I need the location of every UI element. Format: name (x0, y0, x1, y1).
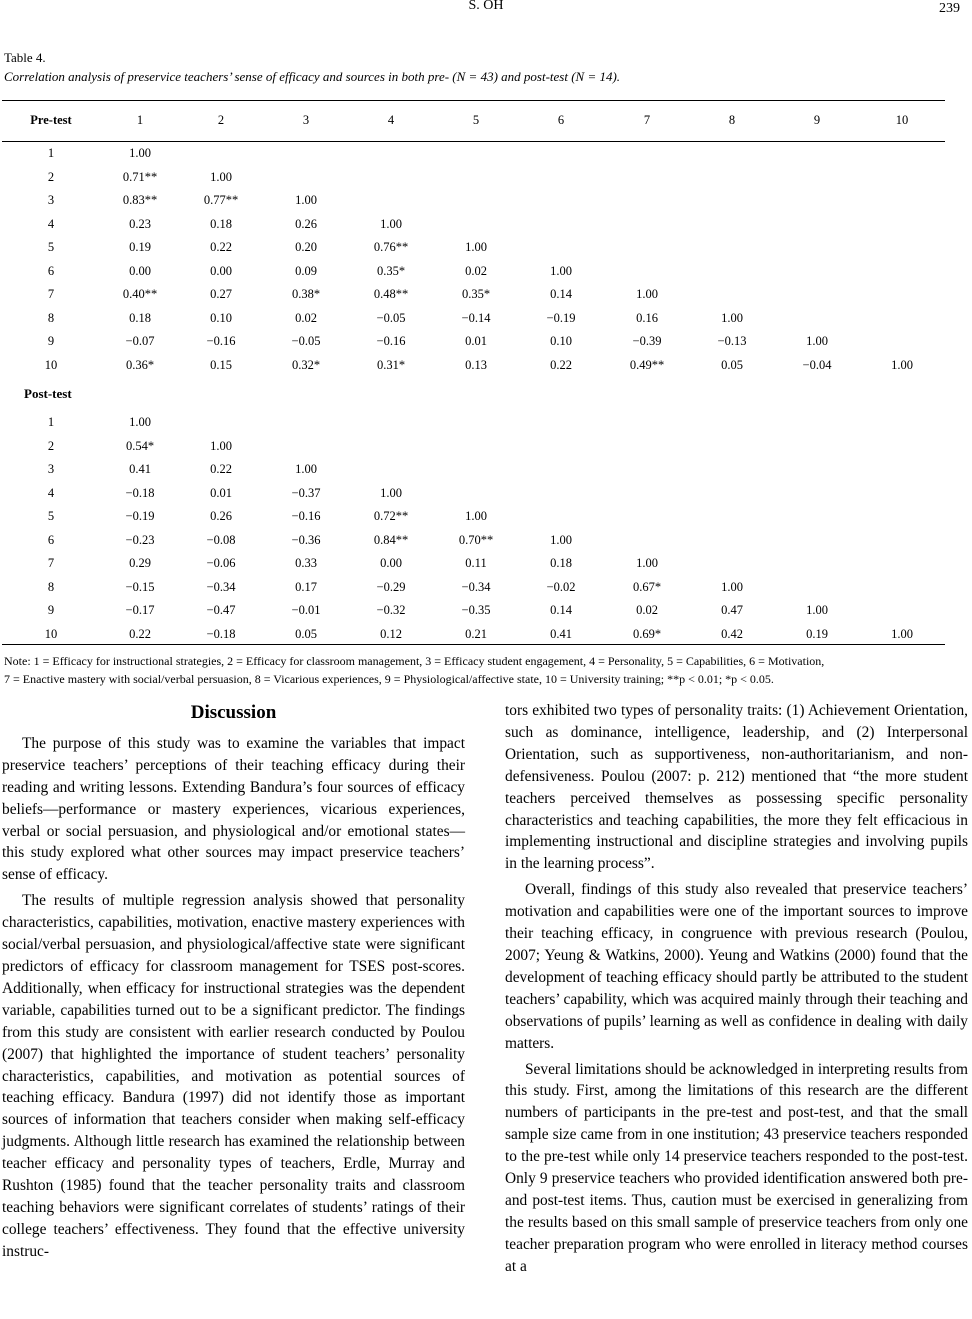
table-cell: 1.00 (380, 485, 402, 500)
table-cell: −0.14 (461, 310, 491, 325)
table-cell: −0.19 (125, 509, 155, 523)
table-cell: −0.13 (717, 334, 747, 348)
table-cell: −0.32 (376, 603, 406, 617)
table-cell: 0.12 (380, 626, 402, 641)
table-cell: 1.00 (380, 216, 402, 231)
table-cell: 0.71** (122, 169, 158, 184)
table-note-line-2: 7 = Enactive mastery with social/verbal persuasion, 8 = Vicarious experiences, 9 = Physiological/affective state, 10 = University training; **p < 0.01; *p < 0.05. (4, 672, 774, 686)
table-cell: 1.00 (550, 532, 572, 547)
body-paragraph: The results of multiple regression analysis showed that personality characteristics, capabilities, motivation, enactive mastery experiences with social/verbal persuasion, and physiological/affective state were significant predictors of efficacy for classroom management for TSES post-scores. Additionally, when efficacy for instructional strategies was the dependent variable, capabilities turned out to be a significant predictor. The findings from this study are consistent with earlier research conducted by Poulou (2007) that highlighted the importance of student teachers’ personality characteristics, capabilities, and motivation as potential sources of teaching efficacy. Bandura (1997) did not identify those as important sources of information that teachers consider when making self-efficacy judgments. Although little research has examined the relationship between teacher efficacy and personality types of teachers, Erdle, Murray and Rushton (1985) found that the teacher personality traits and classroom teaching behaviors were significant correlates of students’ ratings of their college teachers’ effectiveness. They found that the effective university instruc- (2, 892, 465, 1260)
column-header: 6 (557, 113, 565, 127)
table-cell: 0.38* (291, 287, 321, 301)
table-cell: −0.34 (461, 579, 491, 594)
table-cell: 1.00 (129, 415, 151, 429)
table-cell: 1.00 (465, 509, 487, 523)
row-label: 9 (47, 603, 55, 617)
discussion-right-column (505, 700, 968, 1282)
table-cell: 0.02 (465, 263, 487, 278)
body-paragraph: Overall, findings of this study also revealed that preservice teachers’ motivation and capabilities were one of the important sources to improve their teaching efficacy, in congruence with previous research (Poulou, 2007; Yeung & Watkins, 2000). Yeung and Watkins (2000) found that the development of teaching efficacy should partly be attributed to the student teachers’ capability, which was acquired mainly through their teaching and observations of pupils’ learning as well as confidence in dealing with daily matters. (505, 881, 968, 1052)
row-label: 2 (47, 438, 55, 453)
table-cell: 0.48** (373, 287, 409, 301)
table-cell: 0.05 (295, 626, 317, 641)
table-cell: −0.07 (125, 334, 155, 348)
table-cell: 0.26 (210, 509, 232, 523)
table-cell: 1.00 (636, 287, 658, 301)
column-header: 9 (813, 113, 821, 127)
table-cell: 0.15 (210, 357, 232, 372)
column-header: 3 (302, 113, 310, 127)
table-cell: −0.34 (206, 579, 236, 594)
table-cell: −0.08 (206, 532, 236, 547)
table-label: Table 4. (4, 50, 46, 65)
table-cell: −0.16 (291, 509, 321, 523)
row-label: 4 (47, 216, 55, 231)
table-cell: 0.32* (291, 357, 321, 372)
table-cell: 0.00 (380, 556, 402, 570)
table-header-rule (2, 141, 945, 142)
table-cell: 0.09 (295, 263, 317, 278)
body-paragraph: Several limitations should be acknowledged in interpreting results from this study. First, among the limitations of this research are the different numbers of participants in the pre-test and post-test, and that the small sample size came from in one institution; 43 preservice teachers responded to the pre-test while only 14 preservice teachers responded to the post-test. Only 9 preservice teachers who provided identification answered both pre- and post-test items. Thus, caution must be exercised in generalizing from the results based on this small sample of preservice teachers from only one teacher preparation program who were enrolled in literacy method courses at a (505, 1060, 968, 1275)
table-cell: −0.06 (206, 556, 236, 570)
table-bottom-rule (2, 644, 945, 645)
table-cell: 0.18 (210, 216, 232, 231)
table-cell: 0.18 (129, 310, 151, 325)
row-label: 5 (47, 240, 55, 254)
post-test-label: Post-test (24, 386, 72, 401)
table-cell: 0.72** (373, 509, 409, 523)
table-cell: 0.47 (721, 603, 743, 617)
row-label: 4 (47, 485, 55, 500)
table-cell: 0.19 (129, 240, 151, 254)
row-label: 2 (47, 169, 55, 184)
table-cell: 0.29 (129, 556, 151, 570)
table-cell: 0.67* (632, 579, 662, 594)
table-cell: −0.01 (291, 603, 321, 617)
table-cell: 0.17 (295, 579, 317, 594)
table-cell: 0.77** (203, 193, 239, 207)
body-paragraph: The purpose of this study was to examine the variables that impact preservice teachers’ perceptions of their teaching efficacy during their reading and writing lessons. Extending Bandura’s four sources of efficacy beliefs—performance or mastery experiences, vicarious experiences, verbal or social persuasion, and physiological and/or emotional states—this study explored what other sources may impact preservice teachers’ sense of efficacy. (2, 734, 465, 884)
table-cell: 1.00 (891, 626, 913, 641)
column-header: 10 (895, 113, 909, 127)
column-header-pretest: Pre-test (30, 113, 72, 127)
table-cell: 0.14 (550, 603, 572, 617)
table-cell: 0.70** (458, 532, 494, 547)
row-label: 5 (47, 509, 55, 523)
section-heading: Discussion (190, 702, 277, 723)
table-cell: 0.02 (295, 310, 317, 325)
row-label: 7 (47, 287, 55, 301)
table-cell: 0.41 (550, 626, 572, 641)
table-cell: −0.47 (206, 603, 236, 617)
body-paragraph: tors exhibited two types of personality traits: (1) Achievement Orientation, such as dominance, intelligence, leadership, and (2) Interpersonal Orientation, such as supportiveness, non-authoritarianism, and non-defensiveness. Poulou (2007: p. 212) mentioned that “the more student teachers perceived themselves as possessing specific personality characteristics and teaching capabilities, the more they felt efficacious in implementing instructional and discipline strategies and involving pupils in the learning process”. (505, 702, 968, 873)
row-label: 6 (47, 532, 55, 547)
table-cell: 1.00 (550, 263, 572, 278)
table-cell: 0.27 (210, 287, 232, 301)
table-cell: −0.18 (125, 485, 155, 500)
table-cell: 1.00 (891, 357, 913, 372)
table-cell: 0.19 (806, 626, 828, 641)
row-label: 3 (47, 462, 55, 476)
table-cell: 0.26 (295, 216, 317, 231)
table-cell: 0.00 (129, 263, 151, 278)
table-cell: 1.00 (806, 334, 828, 348)
table-cell: 1.00 (210, 169, 232, 184)
table-cell: 0.22 (129, 626, 151, 641)
table-cell: −0.15 (125, 579, 155, 594)
row-label: 7 (47, 556, 55, 570)
row-label: 8 (47, 579, 55, 594)
table-cell: −0.37 (291, 485, 321, 500)
table-cell: −0.35 (461, 603, 491, 617)
row-label: 10 (44, 357, 58, 372)
table-cell: 0.21 (465, 626, 487, 641)
table-cell: 1.00 (465, 240, 487, 254)
running-header-author: S. OH (468, 0, 504, 13)
table-cell: −0.16 (376, 334, 406, 348)
table-cell: −0.04 (802, 357, 832, 372)
page-number: 239 (939, 1, 960, 16)
table-cell: 0.14 (550, 287, 572, 301)
table-cell: 0.10 (550, 334, 572, 348)
discussion-left-column (2, 700, 465, 1267)
column-header: 2 (217, 113, 225, 127)
table-cell: 0.35* (376, 263, 406, 278)
running-header (0, 0, 972, 20)
table-cell: 0.13 (465, 357, 487, 372)
table-cell: 0.76** (373, 240, 409, 254)
table-cell: 0.36* (125, 357, 155, 372)
table-cell: 0.31* (376, 357, 406, 372)
table-cell: 0.22 (210, 462, 232, 476)
table-cell: 0.42 (721, 626, 743, 641)
table-cell: 0.10 (210, 310, 232, 325)
table-cell: 0.02 (636, 603, 658, 617)
table-cell: 0.18 (550, 556, 572, 570)
table-cell: 0.69* (632, 626, 662, 641)
row-label: 9 (47, 334, 55, 348)
table-note-line-1: Note: 1 = Efficacy for instructional strategies, 2 = Efficacy for classroom management, 3 = Efficacy student engagement, 4 = Personality, 5 = Capabilities, 6 = Motivation, (4, 654, 825, 668)
table-cell: 1.00 (806, 603, 828, 617)
table-cell: 0.33 (295, 556, 317, 570)
row-label: 10 (44, 626, 58, 641)
table-cell: 0.01 (465, 334, 487, 348)
table-cell: 0.22 (550, 357, 572, 372)
column-header: 1 (136, 113, 144, 127)
table-cell: 1.00 (295, 462, 317, 476)
table-cell: −0.17 (125, 603, 155, 617)
column-header: 8 (728, 113, 736, 127)
table-cell: 0.84** (373, 532, 409, 547)
table-cell: −0.29 (376, 579, 406, 594)
table-cell: −0.39 (632, 334, 662, 348)
table-cell: −0.36 (291, 532, 321, 547)
table-cell: 0.54* (125, 438, 155, 453)
table-cell: 0.16 (636, 310, 658, 325)
table-cell: 0.41 (129, 462, 151, 476)
table-cell: 0.40** (122, 287, 158, 301)
row-label: 3 (47, 193, 55, 207)
table-cell: 1.00 (721, 579, 743, 594)
row-label: 1 (47, 146, 55, 160)
table-cell: 0.23 (129, 216, 151, 231)
table-cell: 1.00 (636, 556, 658, 570)
table-cell: 0.83** (122, 193, 158, 207)
table-cell: −0.05 (291, 334, 321, 348)
table-cell: 0.11 (465, 556, 487, 570)
table-cell: 1.00 (210, 438, 232, 453)
column-header: 4 (387, 113, 395, 127)
table-cell: −0.23 (125, 532, 155, 547)
table-cell: 1.00 (721, 310, 743, 325)
table-top-rule (2, 100, 945, 101)
row-label: 1 (47, 415, 55, 429)
table-cell: −0.19 (546, 310, 576, 325)
table-cell: −0.18 (206, 626, 236, 641)
row-label: 6 (47, 263, 55, 278)
table-cell: 1.00 (129, 146, 151, 160)
table-cell: 1.00 (295, 193, 317, 207)
table-cell: −0.16 (206, 334, 236, 348)
table-cell: 0.05 (721, 357, 743, 372)
table-cell: −0.02 (546, 579, 576, 594)
table-cell: 0.01 (210, 485, 232, 500)
table-note (4, 652, 972, 688)
table-cell: −0.05 (376, 310, 406, 325)
table-cell: 0.20 (295, 240, 317, 254)
table-cell: 0.35* (461, 287, 491, 301)
table-cell: 0.00 (210, 263, 232, 278)
table-caption: Correlation analysis of preservice teachers’ sense of efficacy and sources in both pre- (N = 43) and post-test (N = 14). (4, 69, 621, 84)
column-header: 5 (472, 113, 480, 127)
row-label: 8 (47, 310, 55, 325)
table-cell: 0.22 (210, 240, 232, 254)
table-cell: 0.49** (629, 357, 665, 372)
column-header: 7 (643, 113, 651, 127)
